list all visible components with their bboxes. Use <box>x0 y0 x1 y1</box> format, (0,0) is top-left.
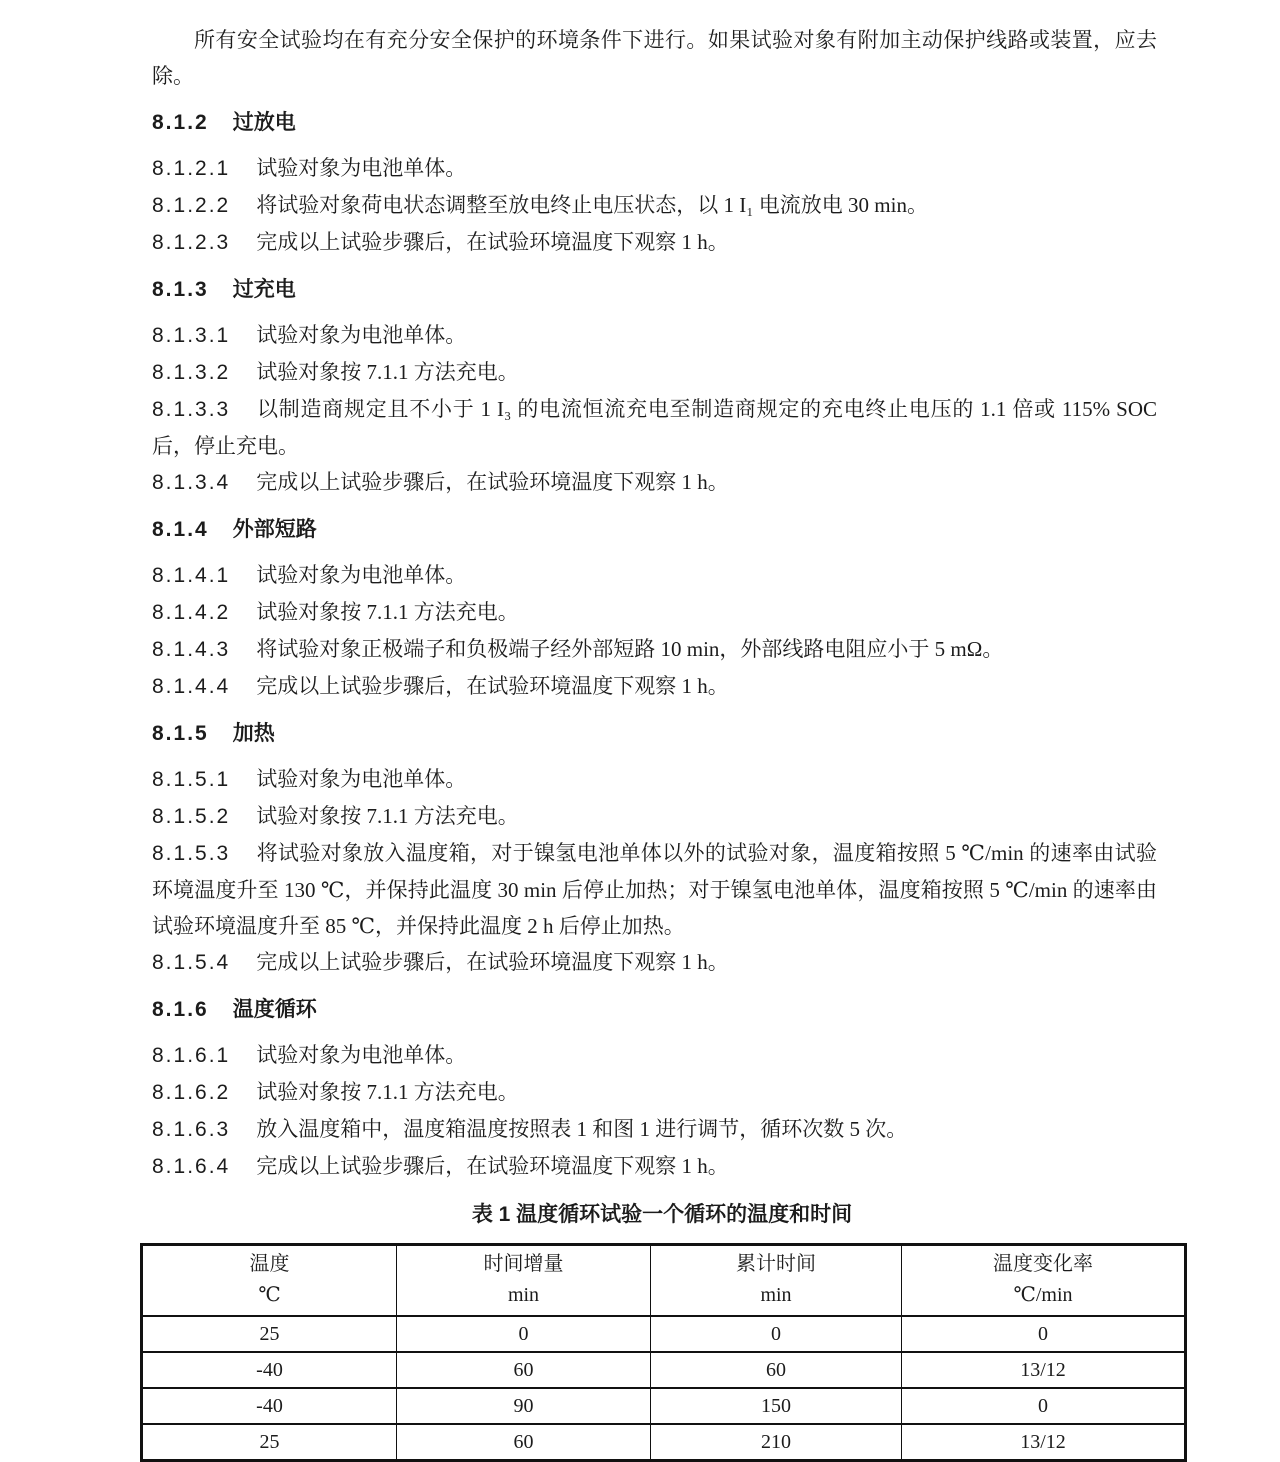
header-unit: min <box>760 1284 792 1306</box>
clause-number: 8.1.3.2 <box>152 361 231 384</box>
table-row <box>142 1352 1186 1388</box>
clause-number: 8.1.6.4 <box>152 1155 231 1178</box>
header-cell-cumulative-time <box>651 1245 902 1317</box>
section-heading-8-1-3 <box>152 272 1157 308</box>
header-name: 温度变化率 <box>993 1253 1093 1275</box>
clause-8-1-2-3 <box>152 224 1157 261</box>
table-caption: 表 1 温度循环试验一个循环的温度和时间 <box>471 1203 853 1226</box>
clause-number: 8.1.2.1 <box>152 157 231 180</box>
clause-number: 8.1.3.3 <box>152 398 231 421</box>
clause-text: 试验对象按 7.1.1 方法充电。 <box>256 1080 519 1104</box>
clause-text: 完成以上试验步骤后，在试验环境温度下观察 1 h。 <box>256 1154 729 1178</box>
clause-text: 试验对象为电池单体。 <box>256 1043 467 1067</box>
table-cell: 13/12 <box>902 1352 1186 1388</box>
clause-text: 以制造商规定且不小于 1 I₃ 的电流恒流充电至制造商规定的充电终止电压的 1.1 倍或 115% SOC 后，停止充电。 <box>152 397 1157 458</box>
section-title: 加热 <box>232 722 275 745</box>
clause-number: 8.1.2.3 <box>152 231 231 254</box>
table-cell: 25 <box>142 1316 397 1352</box>
clause-text: 放入温度箱中，温度箱温度按照表 1 和图 1 进行调节，循环次数 5 次。 <box>256 1117 908 1141</box>
header-cell-time-increment <box>397 1245 651 1317</box>
table-cell: 0 <box>902 1388 1186 1424</box>
header-name: 时间增量 <box>483 1253 564 1275</box>
clause-text: 完成以上试验步骤后，在试验环境温度下观察 1 h。 <box>256 674 729 698</box>
table-header-row <box>142 1245 1186 1317</box>
table-cell: 210 <box>651 1424 902 1461</box>
clause-8-1-4-1 <box>152 557 1157 594</box>
table-cell: -40 <box>142 1388 397 1424</box>
clause-number: 8.1.3.1 <box>152 324 231 347</box>
clause-8-1-3-4 <box>152 464 1157 501</box>
clause-8-1-2-2 <box>152 187 1157 224</box>
clause-text: 将试验对象放入温度箱，对于镍氢电池单体以外的试验对象，温度箱按照 5 ℃/min 的速率由试验环境温度升至 130 ℃，并保持此温度 30 min 后停止加热；对于镍氢电池单体，温度箱按照 5 ℃/min 的速率由试验环境温度升至 85 ℃，并保持此温度 2 h 后停止加热。 <box>152 841 1157 938</box>
clause-number: 8.1.6.2 <box>152 1081 231 1104</box>
temperature-cycle-table <box>140 1243 1187 1462</box>
clause-8-1-4-2 <box>152 594 1157 631</box>
section-number: 8.1.3 <box>152 278 209 301</box>
section-number: 8.1.4 <box>152 518 209 541</box>
clause-number: 8.1.6.3 <box>152 1118 231 1141</box>
table-cell: 13/12 <box>902 1424 1186 1461</box>
intro-paragraph: 所有安全试验均在有充分安全保护的环境条件下进行。如果试验对象有附加主动保护线路或装置，应去除。 <box>152 28 1157 88</box>
clause-text: 完成以上试验步骤后，在试验环境温度下观察 1 h。 <box>256 230 729 254</box>
clause-8-1-4-3 <box>152 631 1157 668</box>
table-cell: 25 <box>142 1424 397 1461</box>
clause-text: 试验对象为电池单体。 <box>256 767 467 791</box>
clause-8-1-6-2 <box>152 1074 1157 1111</box>
clause-text: 试验对象为电池单体。 <box>256 156 467 180</box>
clause-number: 8.1.6.1 <box>152 1044 231 1067</box>
header-unit: ℃ <box>258 1284 281 1306</box>
section-title: 过放电 <box>232 111 296 134</box>
section-heading-8-1-6 <box>152 992 1157 1028</box>
table-cell: -40 <box>142 1352 397 1388</box>
header-cell-temperature <box>142 1245 397 1317</box>
clause-number: 8.1.5.2 <box>152 805 231 828</box>
section-heading-8-1-2 <box>152 105 1157 141</box>
clause-number: 8.1.5.3 <box>152 842 231 865</box>
header-name: 累计时间 <box>736 1253 816 1275</box>
clause-number: 8.1.3.4 <box>152 471 231 494</box>
table-cell: 90 <box>397 1388 651 1424</box>
clause-number: 8.1.4.2 <box>152 601 231 624</box>
clause-8-1-5-2 <box>152 798 1157 835</box>
header-unit: ℃/min <box>1013 1284 1073 1306</box>
clause-number: 8.1.5.4 <box>152 951 231 974</box>
table-cell: 0 <box>902 1316 1186 1352</box>
header-cell-temp-change-rate <box>902 1245 1186 1317</box>
table-cell: 150 <box>651 1388 902 1424</box>
section-number: 8.1.6 <box>152 998 209 1021</box>
clause-number: 8.1.4.1 <box>152 564 231 587</box>
header-unit: min <box>507 1284 540 1306</box>
header-name: 温度 <box>249 1253 290 1275</box>
table-row <box>142 1424 1186 1461</box>
section-heading-8-1-4 <box>152 512 1157 548</box>
section-title: 过充电 <box>232 278 296 301</box>
table-row <box>142 1316 1186 1352</box>
clause-8-1-5-3 <box>152 835 1157 944</box>
clause-text: 完成以上试验步骤后，在试验环境温度下观察 1 h。 <box>256 470 729 494</box>
clause-8-1-6-3 <box>152 1111 1157 1148</box>
clause-8-1-3-3 <box>152 391 1157 464</box>
section-number: 8.1.5 <box>152 722 209 745</box>
clause-text: 将试验对象正极端子和负极端子经外部短路 10 min，外部线路电阻应小于 5 mΩ。 <box>256 637 1004 661</box>
table-row <box>142 1388 1186 1424</box>
clause-number: 8.1.4.4 <box>152 675 231 698</box>
clause-text: 试验对象为电池单体。 <box>256 323 467 347</box>
clause-8-1-6-1 <box>152 1037 1157 1074</box>
table-cell: 0 <box>651 1316 902 1352</box>
clause-8-1-2-1 <box>152 150 1157 187</box>
table-cell: 60 <box>397 1352 651 1388</box>
clause-text: 完成以上试验步骤后，在试验环境温度下观察 1 h。 <box>256 950 729 974</box>
clause-8-1-4-4 <box>152 668 1157 705</box>
clause-text: 试验对象按 7.1.1 方法充电。 <box>256 600 519 624</box>
table-cell: 60 <box>397 1424 651 1461</box>
clause-8-1-3-1 <box>152 317 1157 354</box>
clause-8-1-5-1 <box>152 761 1157 798</box>
clause-8-1-5-4 <box>152 944 1157 981</box>
clause-text: 试验对象按 7.1.1 方法充电。 <box>256 360 519 384</box>
clause-number: 8.1.2.2 <box>152 194 231 217</box>
clause-text: 试验对象为电池单体。 <box>256 563 467 587</box>
section-number: 8.1.2 <box>152 111 209 134</box>
clause-text: 将试验对象荷电状态调整至放电终止电压状态，以 1 I₁ 电流放电 30 min。 <box>256 193 928 217</box>
clause-text: 试验对象按 7.1.1 方法充电。 <box>256 804 519 828</box>
section-title: 温度循环 <box>232 998 317 1021</box>
clause-number: 8.1.5.1 <box>152 768 231 791</box>
table-cell: 0 <box>397 1316 651 1352</box>
clause-8-1-3-2 <box>152 354 1157 391</box>
section-title: 外部短路 <box>232 518 317 541</box>
clause-number: 8.1.4.3 <box>152 638 231 661</box>
section-heading-8-1-5 <box>152 716 1157 752</box>
table-cell: 60 <box>651 1352 902 1388</box>
clause-8-1-6-4 <box>152 1148 1157 1185</box>
